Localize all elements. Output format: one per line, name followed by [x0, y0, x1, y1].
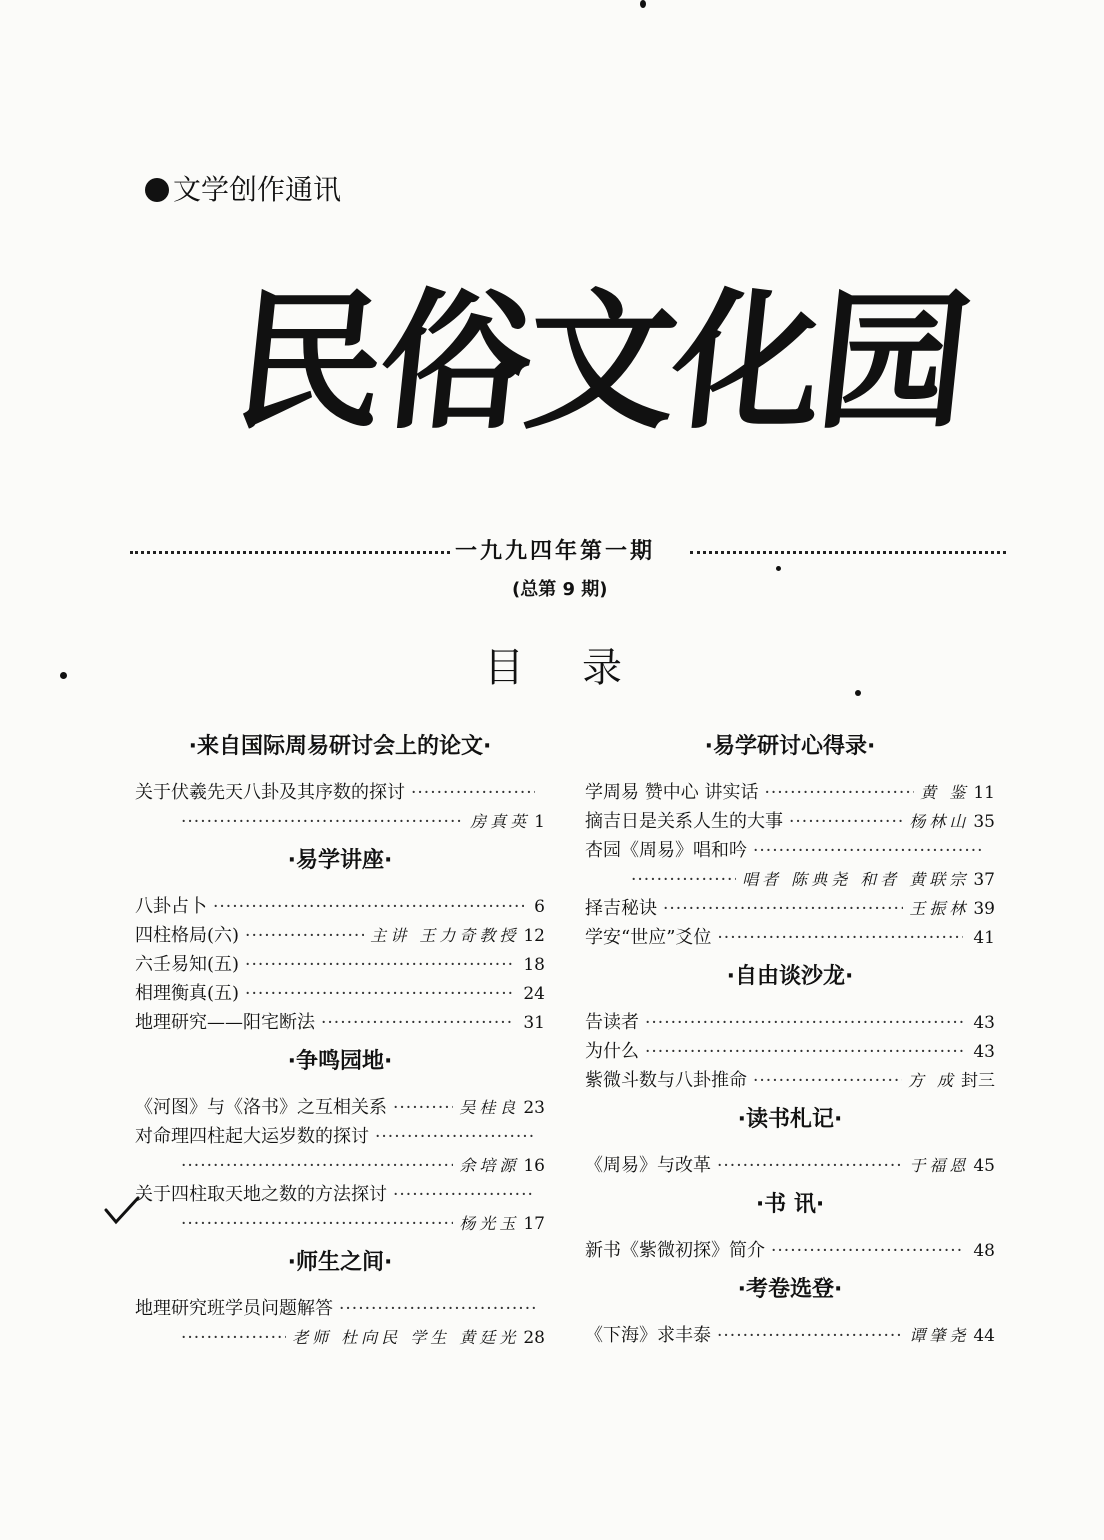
entry-title: 新书《紫微初探》简介 [585, 1240, 765, 1261]
dot-leader [631, 866, 736, 895]
dot-leader [321, 1009, 513, 1038]
dot-leader [181, 808, 464, 837]
entry-title: 为什么 [585, 1041, 639, 1062]
entry-author: 王振林 [909, 899, 970, 918]
dot-leader [717, 1322, 903, 1351]
ink-speck [855, 690, 861, 696]
toc-entry [585, 1066, 995, 1095]
dot-leader [771, 1237, 963, 1266]
toc-column-right [585, 722, 995, 1350]
dot-leader [375, 1123, 535, 1152]
entry-page: 31 [523, 1013, 545, 1033]
toc-entry [135, 1151, 545, 1180]
entry-title: 八卦占卜 [135, 896, 207, 917]
toc-entry [585, 923, 995, 952]
entry-page: 18 [523, 955, 545, 975]
section-heading: ·易学讲座· [287, 848, 393, 873]
entry-author: 杨林山 [909, 812, 970, 831]
entry-title: 《周易》与改革 [585, 1155, 711, 1176]
toc-entry [585, 778, 995, 807]
toc-entry [585, 894, 995, 923]
toc-entry [585, 865, 995, 894]
dot-leader [789, 808, 903, 837]
dot-leader [663, 895, 903, 924]
entry-author: 黄 鉴 [920, 783, 970, 802]
section-heading: ·易学研讨心得录· [704, 734, 876, 759]
toc-entry [585, 1236, 995, 1265]
toc-entry [135, 1180, 545, 1209]
masthead-calligraphy: 民俗文化园 [225, 274, 975, 450]
entry-title: 地理研究——阳宅断法 [135, 1012, 315, 1033]
entry-author: 方 成 [907, 1071, 957, 1090]
entry-page: 12 [523, 926, 545, 946]
toc-entry [585, 836, 995, 865]
total-issue-label: (总第 9 期) [512, 579, 608, 600]
entry-page: 16 [523, 1156, 545, 1176]
dot-leader [339, 1295, 535, 1324]
entry-page: 24 [523, 984, 545, 1004]
section-heading: ·读书札记· [737, 1107, 843, 1132]
entry-title: 告读者 [585, 1012, 639, 1033]
toc-entry [135, 979, 545, 1008]
dot-leader [645, 1009, 963, 1038]
entry-title: 关于伏羲先天八卦及其序数的探讨 [135, 782, 405, 803]
entry-page: 6 [534, 897, 545, 917]
issue-label: 一九九四年第一期 [455, 538, 656, 564]
toc-entry [585, 1037, 995, 1066]
ink-speck [640, 0, 646, 8]
section-heading: ·师生之间· [287, 1250, 393, 1275]
dotted-rule-left [130, 551, 450, 554]
dot-leader [245, 951, 513, 980]
dot-leader [181, 1152, 453, 1181]
entry-author: 主讲 王力奇教授 [370, 926, 520, 945]
dot-leader [393, 1181, 535, 1210]
dot-leader [393, 1094, 453, 1123]
entry-title: 相理衡真(五) [135, 983, 240, 1004]
entry-title: 学周易 赞中心 讲实话 [585, 782, 759, 803]
bullet-icon [145, 178, 169, 202]
toc-entry [585, 807, 995, 836]
entry-page: 封三 [961, 1071, 995, 1091]
toc-entry [135, 1008, 545, 1037]
dot-leader [645, 1038, 963, 1067]
entry-title: 四柱格局(六) [135, 925, 240, 946]
entry-author: 房真英 [470, 812, 531, 831]
entry-page: 44 [973, 1326, 995, 1346]
dot-leader [245, 922, 364, 951]
toc-column-left [135, 722, 545, 1352]
entry-title: 地理研究班学员问题解答 [135, 1298, 333, 1319]
ink-speck [776, 566, 781, 571]
toc-entry [135, 921, 545, 950]
entry-title: 摘吉日是关系人生的大事 [585, 811, 783, 832]
dot-leader [411, 779, 535, 808]
entry-page: 1 [534, 812, 545, 832]
toc-title: 目录 [484, 645, 680, 691]
toc-entry [585, 1151, 995, 1180]
toc-entry [135, 1323, 545, 1352]
section-heading: ·书 讯· [755, 1192, 825, 1217]
section-heading: ·自由谈沙龙· [726, 964, 854, 989]
entry-title: 《下海》求丰泰 [585, 1325, 711, 1346]
entry-title: 对命理四柱起大运岁数的探讨 [135, 1126, 369, 1147]
toc-entry [135, 950, 545, 979]
entry-author: 吴桂良 [459, 1098, 520, 1117]
entry-author: 老师 杜向民 学生 黄廷光 [292, 1328, 520, 1347]
dot-leader [245, 980, 513, 1009]
entry-page: 23 [523, 1098, 545, 1118]
toc-entry [135, 778, 545, 807]
entry-page: 48 [973, 1241, 995, 1261]
toc-entry [135, 1209, 545, 1238]
entry-title: 六壬易知(五) [135, 954, 240, 975]
entry-title: 《河图》与《洛书》之互相关系 [135, 1097, 387, 1118]
entry-page: 45 [973, 1156, 995, 1176]
entry-title: 杏园《周易》唱和吟 [585, 840, 747, 861]
entry-title: 学安“世应”爻位 [585, 927, 712, 948]
entry-page: 43 [973, 1013, 995, 1033]
entry-page: 35 [973, 812, 995, 832]
entry-title: 择吉秘诀 [585, 898, 657, 919]
dot-leader [764, 779, 914, 808]
series-label: 文学创作通讯 [145, 168, 341, 208]
toc-entry [135, 1122, 545, 1151]
entry-page: 41 [973, 928, 995, 948]
entry-title: 关于四柱取天地之数的方法探讨 [135, 1184, 387, 1205]
entry-author: 杨光玉 [459, 1214, 520, 1233]
section-heading: ·考卷选登· [737, 1277, 843, 1302]
entry-title: 紫微斗数与八卦推命 [585, 1070, 747, 1091]
entry-page: 11 [973, 783, 995, 803]
entry-page: 17 [523, 1214, 545, 1234]
entry-page: 39 [973, 899, 995, 919]
entry-author: 谭肇尧 [909, 1326, 970, 1345]
dot-leader [717, 924, 963, 953]
entry-page: 28 [523, 1328, 545, 1348]
entry-author: 唱者 陈典尧 和者 黄联宗 [742, 870, 970, 889]
dot-leader [717, 1152, 903, 1181]
toc-entry [585, 1321, 995, 1350]
entry-page: 43 [973, 1042, 995, 1062]
section-heading: ·来自国际周易研讨会上的论文· [188, 734, 492, 759]
toc-entry [585, 1008, 995, 1037]
toc-entry [135, 892, 545, 921]
dot-leader [213, 893, 524, 922]
checkmark-icon [104, 1196, 140, 1226]
dot-leader [181, 1324, 286, 1353]
dotted-rule-right [690, 551, 1006, 554]
toc-entry [135, 807, 545, 836]
toc-entry [135, 1093, 545, 1122]
ink-speck [60, 672, 67, 679]
dot-leader [753, 1067, 902, 1096]
dot-leader [181, 1210, 453, 1239]
entry-author: 余培源 [459, 1156, 520, 1175]
dot-leader [753, 837, 985, 866]
section-heading: ·争鸣园地· [287, 1049, 393, 1074]
entry-author: 于福恩 [909, 1156, 970, 1175]
toc-entry [135, 1294, 545, 1323]
entry-page: 37 [973, 870, 995, 890]
